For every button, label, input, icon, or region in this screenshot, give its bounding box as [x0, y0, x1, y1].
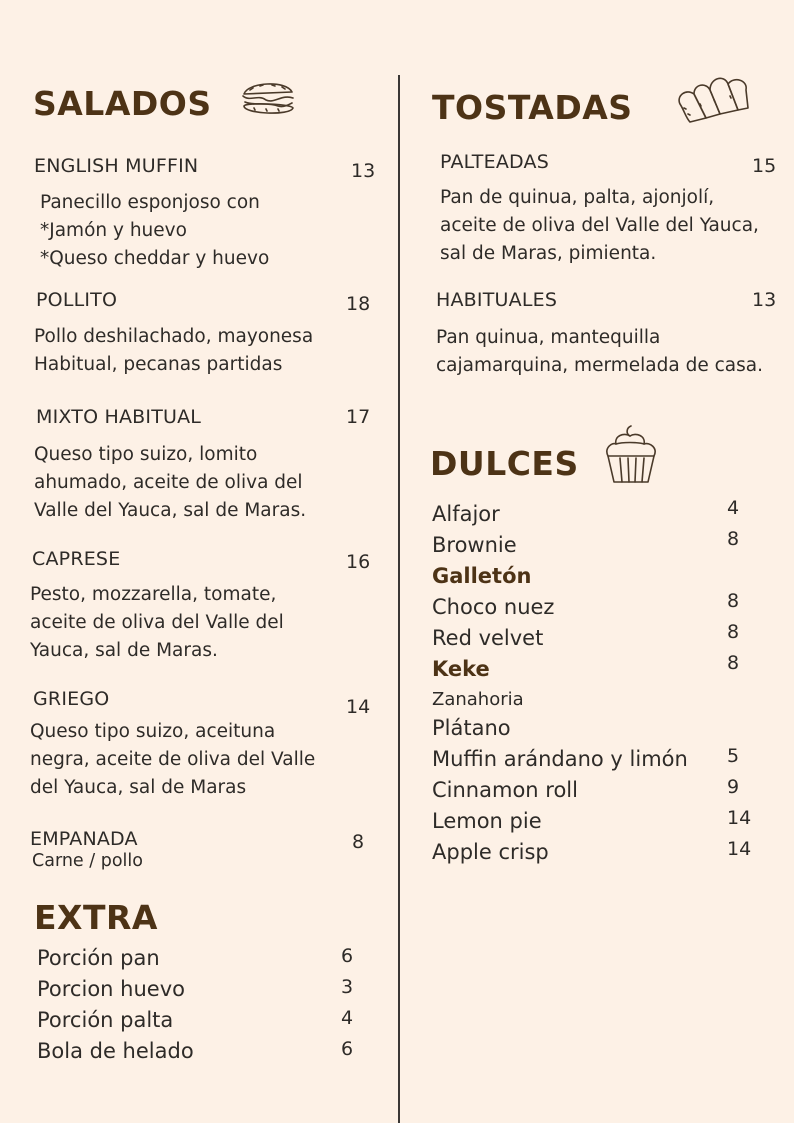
extra-item-name: Bola de helado [37, 1039, 194, 1063]
dulces-item-name: Muffin arándano y limón [432, 747, 688, 771]
dulces-item-price: 14 [727, 838, 752, 860]
menu-item-price: 16 [346, 551, 371, 573]
dulces-item-name: Galletón [432, 564, 532, 588]
extra-item-price: 3 [341, 976, 354, 998]
menu-item-price: 13 [752, 289, 777, 311]
extra-item-name: Porcion huevo [37, 977, 185, 1001]
menu-item-description: Pesto, mozzarella, tomate, aceite de oliva del Valle del Yauca, sal de Maras. [30, 584, 284, 661]
menu-item-name: GRIEGO [33, 688, 110, 710]
menu-item-name: PALTEADAS [440, 151, 549, 173]
dulces-item-price: 8 [727, 652, 740, 674]
menu-item-price: 17 [346, 406, 371, 428]
dulces-item-name: Cinnamon roll [432, 778, 578, 802]
dulces-item-name: Lemon pie [432, 809, 542, 833]
dulces-heading: DULCES [430, 444, 579, 483]
menu-item-description: Pan de quinua, palta, ajonjolí, aceite de oliva del Valle del Yauca, sal de Maras, pimienta. [440, 187, 759, 264]
dulces-item-price: 14 [727, 807, 752, 829]
sandwich-icon [240, 80, 296, 120]
dulces-item-name: Brownie [432, 533, 517, 557]
extra-item-name: Porción pan [37, 946, 160, 970]
extra-heading: EXTRA [34, 898, 158, 937]
tostadas-heading: TOSTADAS [432, 88, 633, 127]
dulces-item-name: Red velvet [432, 626, 544, 650]
menu-item-price: 18 [346, 293, 371, 315]
menu-item-description: Queso tipo suizo, aceituna negra, aceite de oliva del Valle del Yauca, sal de Maras [30, 721, 316, 798]
menu-item-name: ENGLISH MUFFIN [34, 155, 199, 177]
dulces-item-name: Keke [432, 657, 490, 681]
menu-item-name: POLLITO [36, 289, 118, 311]
menu-item-name: HABITUALES [436, 289, 558, 311]
dulces-item-price: 8 [727, 590, 740, 612]
menu-item-price: 13 [351, 160, 376, 182]
cupcake-icon [602, 422, 660, 486]
dulces-item-price: 9 [727, 776, 740, 798]
menu-item-description: Pollo deshilachado, mayonesa Habitual, pecanas partidas [34, 326, 314, 375]
extra-item-name: Porción palta [37, 1008, 174, 1032]
menu-item-price: 8 [352, 831, 365, 853]
dulces-item-price: 8 [727, 528, 740, 550]
menu-item-name: MIXTO HABITUAL [36, 406, 202, 428]
menu-item-description: Pan quinua, mantequilla cajamarquina, mermelada de casa. [436, 327, 763, 376]
menu-item-description: Queso tipo suizo, lomito ahumado, aceite de oliva del Valle del Yauca, sal de Maras. [34, 444, 307, 521]
dulces-item-name: Zanahoria [432, 689, 524, 710]
menu-item-price: 14 [346, 696, 371, 718]
bread-slices-icon [676, 74, 750, 126]
dulces-item-name: Plátano [432, 716, 511, 740]
dulces-item-name: Alfajor [432, 502, 500, 526]
menu-item-description: Panecillo esponjoso con *Jamón y huevo *Queso cheddar y huevo [40, 192, 270, 269]
menu-item-name: EMPANADA [30, 828, 138, 850]
salados-heading: SALADOS [33, 84, 212, 123]
extra-item-price: 6 [341, 1038, 354, 1060]
dulces-item-price: 8 [727, 621, 740, 643]
menu-item-name: CAPRESE [32, 548, 121, 570]
dulces-item-price: 4 [727, 497, 740, 519]
column-divider [398, 75, 400, 1123]
dulces-item-price: 5 [727, 745, 740, 767]
dulces-item-name: Choco nuez [432, 595, 555, 619]
dulces-item-name: Apple crisp [432, 840, 549, 864]
extra-item-price: 4 [341, 1007, 354, 1029]
extra-item-price: 6 [341, 945, 354, 967]
menu-item-price: 15 [752, 155, 777, 177]
menu-item-description: Carne / pollo [32, 851, 143, 871]
